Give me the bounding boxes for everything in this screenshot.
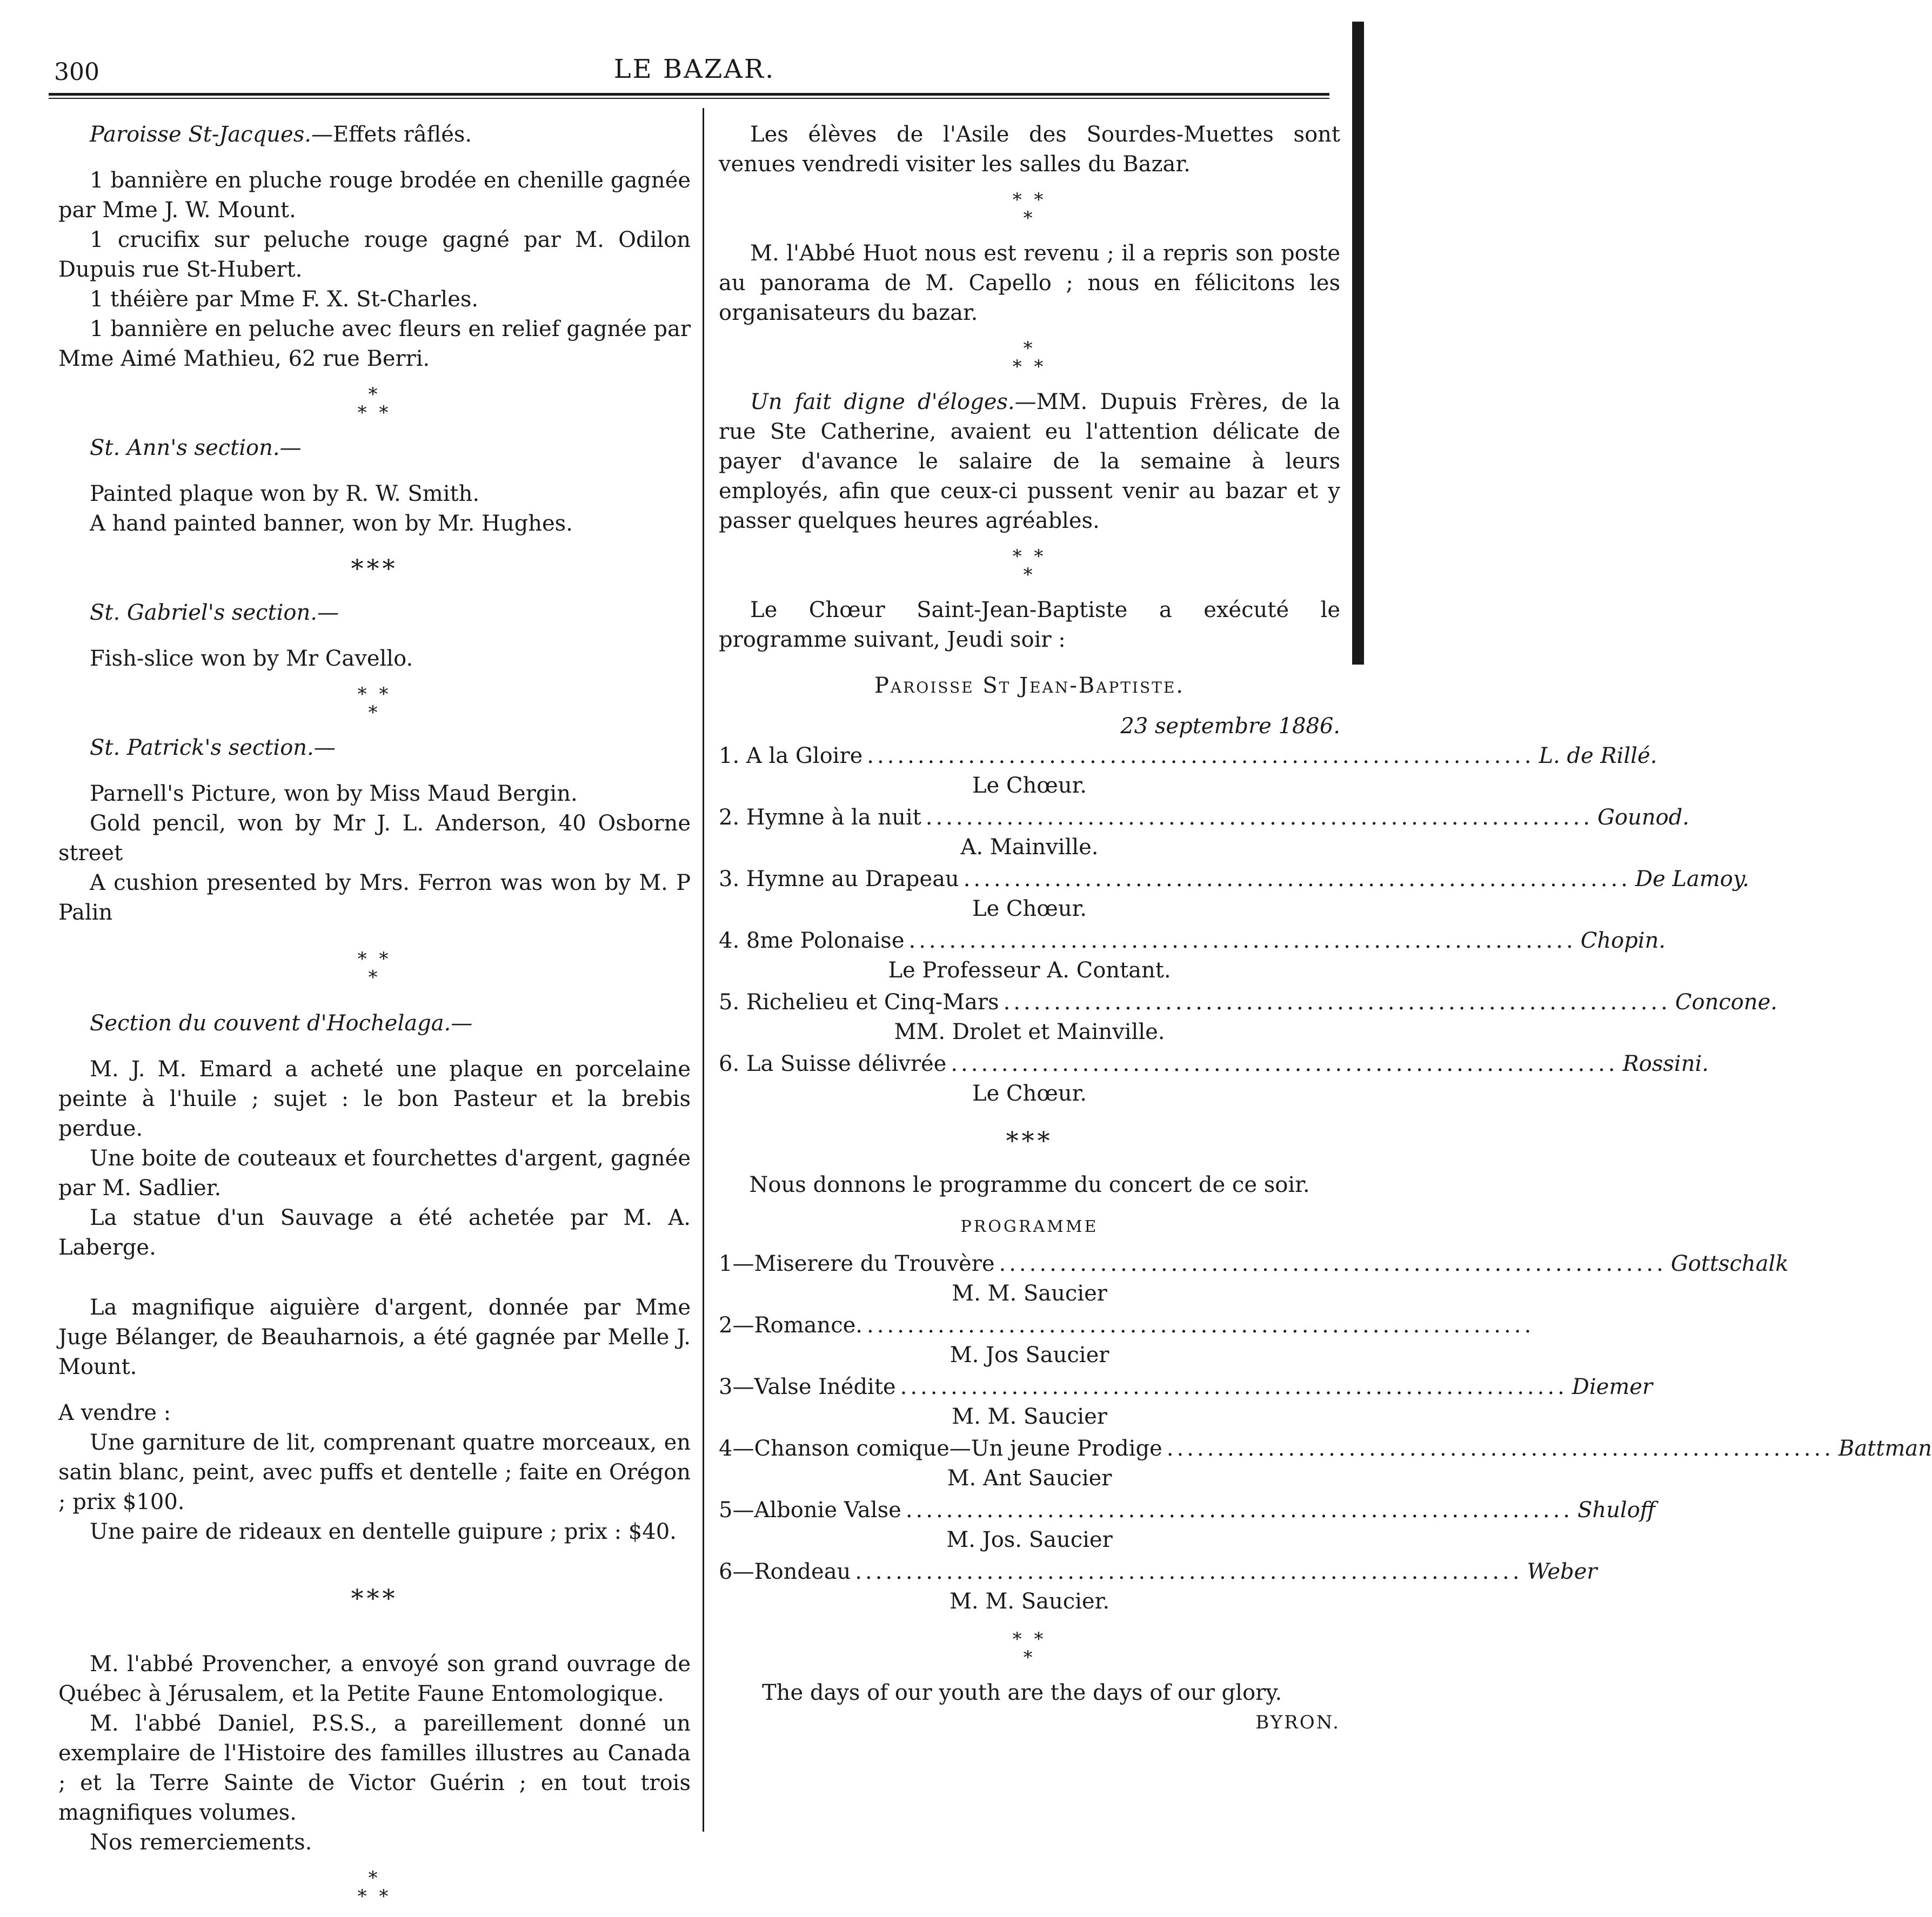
list-item: 1 bannière en pluche rouge brodée en chenille gagnée par Mme J. W. Mount.	[58, 168, 691, 223]
programme-performer: M. M. Saucier.	[949, 1589, 1110, 1614]
paragraph: Nous donnons le programme du concert de ce soir.	[749, 1172, 1310, 1197]
programme-title: Paroisse St Jean-Baptiste.	[874, 673, 1185, 698]
programme-entry: 5. Richelieu et Cinq-Mars .................................................................. Concone.	[719, 990, 1777, 1015]
list-item: Une garniture de lit, comprenant quatre morceaux, en satin blanc, peint, avec puffs et dentelle ; faite en Orégon ; prix $100.	[58, 1430, 691, 1514]
list-item: 1 bannière en peluche avec fleurs en relief gagnée par Mme Aimé Mathieu, 62 rue Berri.	[58, 317, 691, 371]
header-rule	[49, 93, 1329, 96]
right-column	[719, 120, 1932, 1738]
programme-list	[719, 1249, 1932, 1617]
programme-entry: 1. A la Gloire .................................................................. L. de Rillé.	[719, 743, 1657, 768]
programme-entry: 5—Albonie Valse .................................................................. Shuloff	[719, 1498, 1656, 1523]
programme-performer: M. M. Saucier	[952, 1404, 1107, 1429]
paragraph-label: A vendre :	[58, 1400, 171, 1425]
list-item: 1 crucifix sur peluche rouge gagné par M. Odilon Dupuis rue St-Hubert.	[58, 227, 691, 282]
programme-entry: 3. Hymne au Drapeau .................................................................. De Lamoy.	[719, 867, 1749, 892]
programme-performer: MM. Drolet et Mainville.	[894, 1020, 1165, 1044]
programme-entry: 1—Miserere du Trouvère .................................................................. Gottschalk	[719, 1251, 1789, 1276]
header-rule-thin	[49, 98, 1329, 99]
programme-performer: Le Chœur.	[972, 773, 1087, 798]
paragraph: Le Chœur Saint-Jean-Baptiste a exécuté le programme suivant, Jeudi soir :	[719, 598, 1340, 652]
programme-entry: 2. Hymne à la nuit .................................................................. Gounod.	[719, 805, 1689, 830]
programme-entry: 4—Chanson comique—Un jeune Prodige .................................................................. Battman	[719, 1436, 1932, 1461]
section-heading: St. Gabriel's section.—	[90, 600, 339, 625]
asterism: * * *	[357, 384, 392, 424]
asterism: * * *	[1012, 189, 1047, 229]
section-heading: Section du couvent d'Hochelaga.—	[90, 1011, 473, 1036]
list-item: Fish-slice won by Mr Cavello.	[90, 646, 413, 671]
left-column	[58, 120, 691, 1917]
programme-entry: 2—Romance. ..................................................................	[719, 1313, 1535, 1338]
page-header	[49, 38, 1340, 92]
programme-date: 23 septembre 1886.	[1120, 714, 1340, 739]
list-item: Une boite de couteaux et fourchettes d'argent, gagnée par M. Sadlier.	[58, 1146, 691, 1201]
asterism: ***	[351, 1584, 398, 1613]
list-item: A hand painted banner, won by Mr. Hughes.	[90, 511, 573, 536]
running-title: LE BAZAR.	[613, 54, 776, 84]
programme-title: PROGRAMME	[960, 1217, 1099, 1236]
asterism: * * *	[357, 683, 392, 723]
paragraph: M. l'Abbé Huot nous est revenu ; il a repris son poste au panorama de M. Capello ; nous en félicitons les organisateurs du bazar.	[719, 241, 1340, 325]
list-item: Painted plaque won by R. W. Smith.	[90, 481, 480, 506]
programme-entry: 4. 8me Polonaise .................................................................. Chopin.	[719, 928, 1666, 953]
paragraph: M. l'abbé Provencher, a envoyé son grand ouvrage de Québec à Jérusalem, et la Petite Faune Entomologique.	[58, 1652, 691, 1706]
page-edge-bar	[1352, 22, 1364, 665]
asterism: * * *	[1012, 338, 1047, 378]
list-item: M. J. M. Emard a acheté une plaque en porcelaine peinte à l'huile ; sujet : le bon Pasteur et la brebis perdue.	[58, 1057, 691, 1141]
list-item: 1 théière par Mme F. X. St-Charles.	[90, 287, 479, 312]
programme-list	[719, 741, 1777, 1109]
programme-performer: Le Chœur.	[972, 1081, 1087, 1106]
programme-performer: Le Professeur A. Contant.	[888, 958, 1171, 983]
column-divider	[703, 108, 704, 1832]
section-heading: St. Ann's section.—	[90, 435, 302, 460]
list-item: A cushion presented by Mrs. Ferron was won by M. P Palin	[58, 870, 691, 925]
asterism: ***	[351, 554, 398, 583]
paragraph: Les élèves de l'Asile des Sourdes-Muettes sont venues vendredi visiter les salles du Bazar.	[719, 122, 1340, 177]
list-item: Une paire de rideaux en dentelle guipure ; prix : $40.	[90, 1519, 677, 1544]
asterism: * * *	[357, 1867, 392, 1907]
asterism: ***	[1006, 1126, 1053, 1155]
paragraph: Nos remerciements.	[90, 1830, 312, 1855]
programme-performer: M. Jos Saucier	[950, 1343, 1109, 1368]
section-heading: Paroisse St-Jacques.—Effets râflés.	[90, 122, 472, 147]
quote-author: BYRON.	[1255, 1712, 1340, 1733]
programme-performer: M. Jos. Saucier	[946, 1527, 1113, 1552]
asterism: * * *	[1012, 1628, 1047, 1668]
programme-performer: Le Chœur.	[972, 896, 1087, 921]
programme-performer: M. M. Saucier	[952, 1281, 1107, 1306]
list-item: Parnell's Picture, won by Miss Maud Bergin.	[90, 781, 578, 806]
asterism: * * *	[357, 948, 392, 988]
asterism: * * *	[1012, 546, 1047, 586]
closing-quote: The days of our youth are the days of our glory.	[762, 1680, 1282, 1705]
programme-entry: 6—Rondeau .................................................................. Weber	[719, 1559, 1597, 1584]
section-heading: St. Patrick's section.—	[90, 735, 336, 760]
paragraph: M. l'abbé Daniel, P.S.S., a pareillement donné un exemplaire de l'Histoire des familles illustres au Canada ; et la Terre Sainte de Victor Guérin ; en tout trois magnifiques volumes.	[58, 1711, 691, 1825]
programme-entry: 3—Valse Inédite .................................................................. Diemer	[719, 1375, 1653, 1399]
programme-performer: M. Ant Saucier	[947, 1466, 1112, 1491]
page-number: 300	[54, 58, 99, 86]
programme-performer: A. Mainville.	[960, 835, 1099, 860]
paragraph: La magnifique aiguière d'argent, donnée par Mme Juge Bélanger, de Beauharnois, a été gagnée par Melle J. Mount.	[58, 1295, 691, 1379]
paragraph: Un fait digne d'éloges.—MM. Dupuis Frères, de la rue Ste Catherine, avaient eu l'attention délicate de payer d'avance le salaire de la semaine à leurs employés, afin que ceux-ci pussent venir au bazar et y passer quelques heures agréables.	[719, 390, 1340, 533]
list-item: Gold pencil, won by Mr J. L. Anderson, 40 Osborne street	[58, 811, 691, 866]
list-item: La statue d'un Sauvage a été achetée par M. A. Laberge.	[58, 1205, 691, 1260]
programme-entry: 6. La Suisse délivrée .................................................................. Rossini.	[719, 1051, 1709, 1076]
